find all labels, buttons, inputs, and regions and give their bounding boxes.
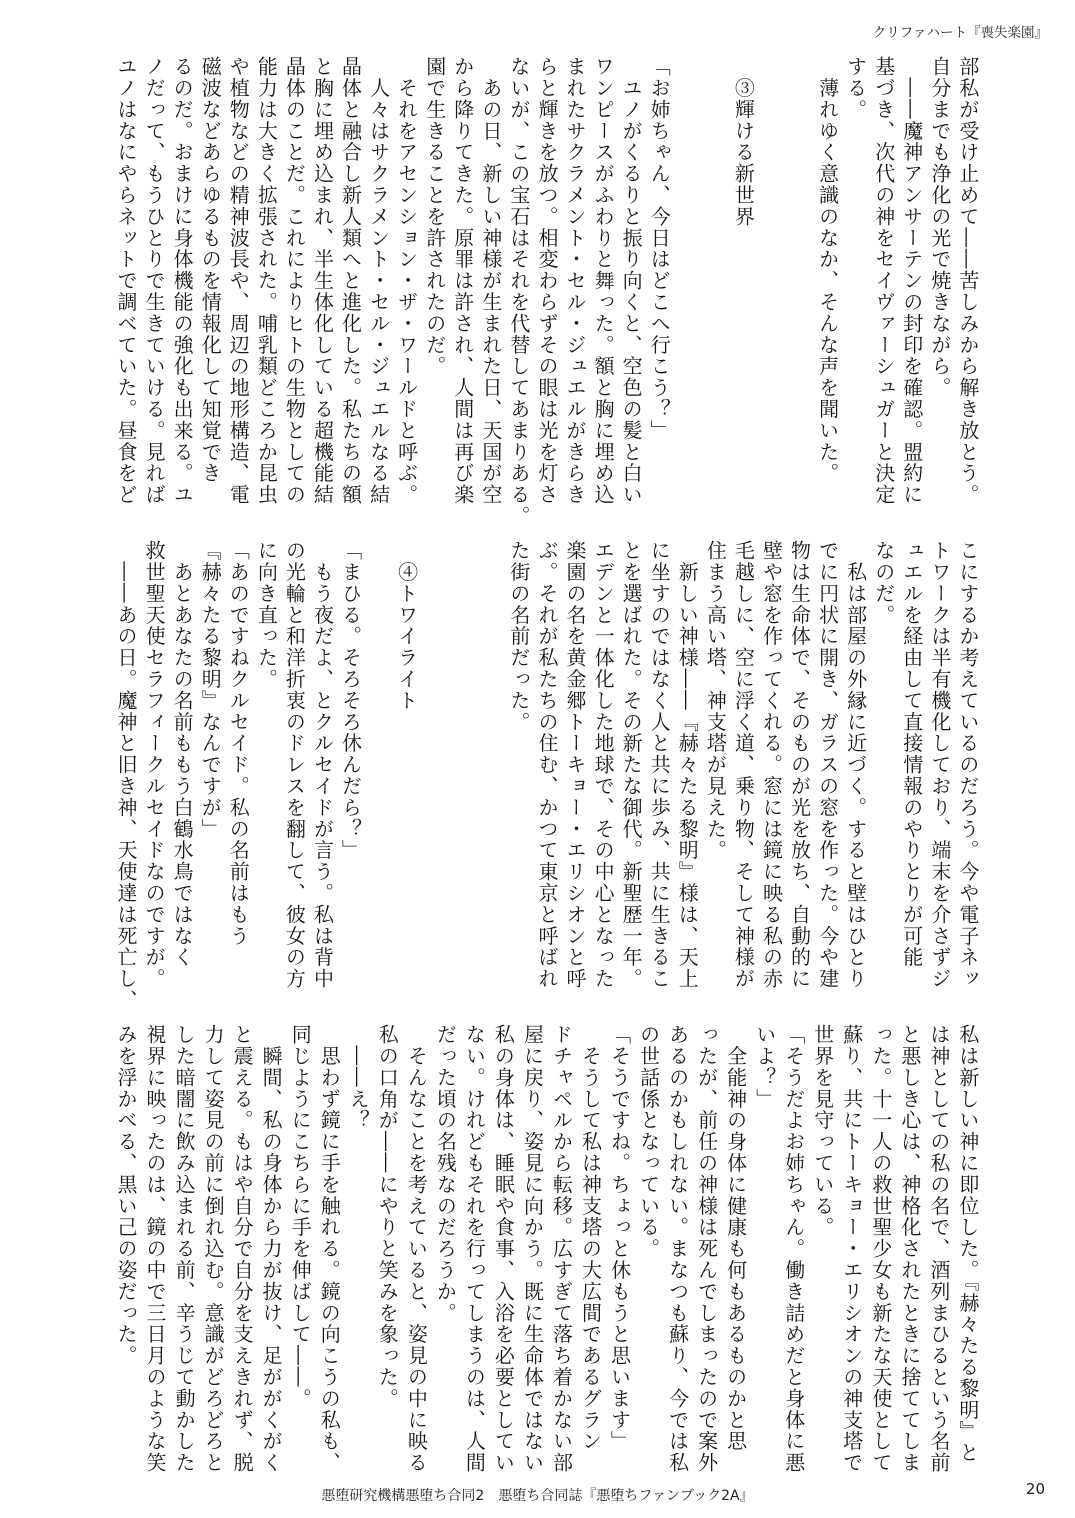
text-line: 力して姿見の前に倒れ込む。意識がどろどろと — [201, 1024, 226, 1474]
text-line: いよ？」 — [752, 1024, 777, 1110]
running-title: クリファハート『喪失楽園』 — [872, 25, 1048, 41]
text-line: 壁や窓を作ってくれる。窓には鏡に映る私の赤 — [759, 540, 784, 990]
text-line: トワークは半有機化しており、端末を介さずジ — [927, 540, 952, 990]
text-line: た街の名前だった。 — [506, 540, 531, 733]
text-line: ――あの日。魔神と旧き神、天使達は死亡し、 — [114, 540, 138, 1011]
text-line: った。十一人の救世聖少女も新たな天使として — [868, 1024, 893, 1474]
text-line: そうして私は神支塔の大広間であるグラン — [578, 1024, 603, 1452]
text-line: あとあなたの名前ももう白鶴水鳥ではなく — [170, 540, 195, 968]
text-line: 物は生命体で、そのものが光を放ち、自動的に — [787, 540, 812, 990]
text-line: るのだ。おまけに身体機能の強化も出来る。ユ — [170, 56, 195, 506]
text-line: みを浮かべる、黒い己の姿だった。 — [114, 1024, 138, 1367]
text-tier-bottom — [115, 1024, 979, 1494]
text-line: の世話係となっている。 — [636, 1024, 661, 1260]
text-line: 磁波などあらゆるものを情報化して知覚でき — [198, 56, 223, 484]
section-heading: ③輝ける新世界 — [731, 56, 756, 228]
text-line: 全能神の身体に健康も何もあるものかと思 — [723, 1024, 748, 1452]
text-tier-middle — [115, 540, 979, 1010]
blank-line — [676, 56, 698, 526]
page-number: 20 — [1025, 1480, 1045, 1498]
text-line: 蘇り、共にトーキョー・エリシオンの神支塔で — [839, 1024, 864, 1474]
text-line: から降りてきた。原罪は許され、人間は再び楽 — [450, 56, 475, 506]
text-line: ない。けれどもそれを行ってしまうのは、人間 — [462, 1024, 487, 1474]
text-line: 楽園の名を黄金郷トーキョー・エリシオンと呼 — [563, 540, 587, 990]
text-line: だった頃の名残なのだろうか。 — [433, 1024, 458, 1324]
text-line: 私の口角が――にやりと笑みを象った。 — [375, 1024, 400, 1410]
text-line: 私の身体は、睡眠や食事、入浴を必要としてい — [491, 1024, 516, 1474]
text-line: の光輪と和洋折衷のドレスを翻して、彼女の方 — [282, 540, 307, 990]
text-line: 能力は大きく拡張された。哺乳類どころか昆虫 — [254, 56, 279, 506]
text-line: もう夜だよ、とクルセイドが言う。私は背中 — [310, 540, 335, 990]
text-line: ったが、前任の神様は死んでしまったので案外 — [694, 1024, 719, 1474]
blank-line — [704, 56, 726, 526]
text-line: ドチャペルから転移。広すぎて落ち着かない部 — [549, 1024, 574, 1474]
text-line: 基づき、次代の神をセイヴァーシュガーと決定 — [871, 56, 896, 506]
text-line: ――魔神アンサーテンの封印を確認。盟約に — [899, 56, 924, 506]
text-line: それをアセンション・ザ・ワールドと呼ぶ。 — [394, 56, 419, 506]
text-line: や植物などの精神波長や、周辺の地形構造、電 — [226, 56, 251, 506]
text-line: 世界を見守っている。 — [810, 1024, 835, 1238]
text-line: あの日、新しい神様が生まれた日、天国が空 — [478, 56, 503, 506]
text-line: ュエルを経由して直接情報のやりとりが可能 — [899, 540, 924, 968]
text-line: ワンピースがふわりと舞った。額と胸に埋め込 — [591, 56, 616, 506]
text-line: 新しい神様――『赫々たる黎明』様は、天上 — [675, 540, 700, 990]
footer-publication: 悪堕研究機構悪堕ち合同2 悪堕ち合同誌『悪堕ちファンブック2A』 — [321, 1488, 754, 1504]
text-line: ユノがくるりと振り向くと、空色の髪と白い — [619, 56, 644, 506]
text-line: 晶体と融合し新人類へと進化した。私たちの額 — [338, 56, 363, 506]
text-line: と胸に埋め込まれ、半生体化している超機能結 — [310, 56, 335, 506]
text-line: に坐すのではなく人と共に歩み、共に生きるこ — [647, 540, 672, 990]
text-line: まれたサクラメント・セル・ジュエルがきらき — [563, 56, 587, 506]
text-line: 「お姉ちゃん、今日はどこへ行こう？」 — [647, 56, 672, 442]
text-line: 薄れゆく意識のなか、そんな声を聞いた。 — [815, 56, 840, 484]
text-line: 瞬間、私の身体から力が抜け、足ががくがく — [259, 1024, 284, 1474]
text-line: 住まう高い塔、神支塔が見えた。 — [703, 540, 728, 861]
text-line: は神としての私の名で、酒列まひるという名前 — [926, 1024, 951, 1474]
text-line: した暗闇に飲み込まれる前、辛うじて動かした — [172, 1024, 197, 1474]
text-line: とを選ばれた。その新たな御代。新聖歴一年。 — [619, 540, 644, 990]
text-line: 「あのですねクルセイド。私の名前はもう — [226, 540, 251, 947]
text-line: する。 — [843, 56, 868, 121]
text-line: 救世聖天使セラフィークルセイドなのですが。 — [142, 540, 167, 990]
text-line: に向き直った。 — [254, 540, 279, 690]
blank-line — [789, 56, 811, 526]
text-line: 『赫々たる黎明』なんですが」 — [198, 540, 223, 840]
text-line: 同じようにこちらに手を伸ばして――。 — [288, 1024, 313, 1410]
text-line: エデンと一体化した地球で、その中心となった — [591, 540, 616, 990]
text-tier-top — [115, 56, 979, 526]
text-line: でに円状に開き、ガラスの窓を作った。今や建 — [815, 540, 840, 990]
text-line: ――え？ — [346, 1024, 371, 1131]
text-line: 「まひる。そろそろ休んだら？」 — [338, 540, 363, 861]
blank-line — [368, 540, 390, 1010]
text-line: ないが、この宝石はそれを代替してあまりある。 — [506, 56, 531, 527]
text-line: 園で生きることを許されたのだ。 — [422, 56, 447, 377]
text-line: ノだって、もうひとりで生きていける。見れば — [142, 56, 167, 506]
text-line: 自分までも浄化の光で焼きながら。 — [927, 56, 952, 399]
text-line: と悪しき心は、神格化されたときに捨ててしま — [897, 1024, 922, 1474]
text-line: 私は新しい神に即位した。『赫々たる黎明』と — [955, 1024, 980, 1464]
text-line: ユノはなにやらネットで調べていた。昼食をど — [114, 56, 138, 506]
text-line: 毛越しに、空に浮く道、乗り物、そして神様が — [731, 540, 756, 990]
text-line: と震える。もはや自分で自分を支えきれず、脱 — [230, 1024, 255, 1474]
blank-line — [760, 56, 782, 526]
text-line: 思わず鏡に手を触れる。鏡の向こうの私も、 — [317, 1024, 342, 1474]
text-line: ぶ。それが私たちの住む、かつて東京と呼ばれ — [534, 540, 559, 990]
text-line: あるのかもしれない。まなつも蘇り、今では私 — [665, 1024, 690, 1474]
text-line: 人々はサクラメント・セル・ジュエルなる結 — [366, 56, 391, 506]
text-line: 私は部屋の外縁に近づく。すると壁はひとり — [843, 540, 868, 990]
text-line: 視界に映ったのは、鏡の中で三日月のような笑 — [143, 1024, 168, 1474]
text-line: らと輝きを放つ。相変わらずその眼は光を灯さ — [534, 56, 559, 506]
blank-line — [452, 540, 474, 1010]
text-line: 「そうですね。ちょっと休もうと思います」 — [607, 1024, 632, 1452]
text-line: こにするか考えているのだろう。今や電子ネッ — [955, 540, 980, 990]
blank-line — [480, 540, 502, 1010]
text-line: 晶体のことだ。これによりヒトの生物としての — [282, 56, 307, 506]
section-heading: ④トワイライト — [394, 540, 419, 712]
text-line: なのだ。 — [871, 540, 896, 626]
text-line: 「そうだよお姉ちゃん。働き詰めだと身体に悪 — [781, 1024, 806, 1474]
text-line: 屋に戻り、姿見に向かう。既に生命体ではない — [520, 1024, 545, 1474]
text-line: 部私が受け止めて――苦しみから解き放とう。 — [955, 56, 980, 506]
blank-line — [424, 540, 446, 1010]
text-line: そんなことを考えていると、姿見の中に映る — [404, 1024, 429, 1474]
